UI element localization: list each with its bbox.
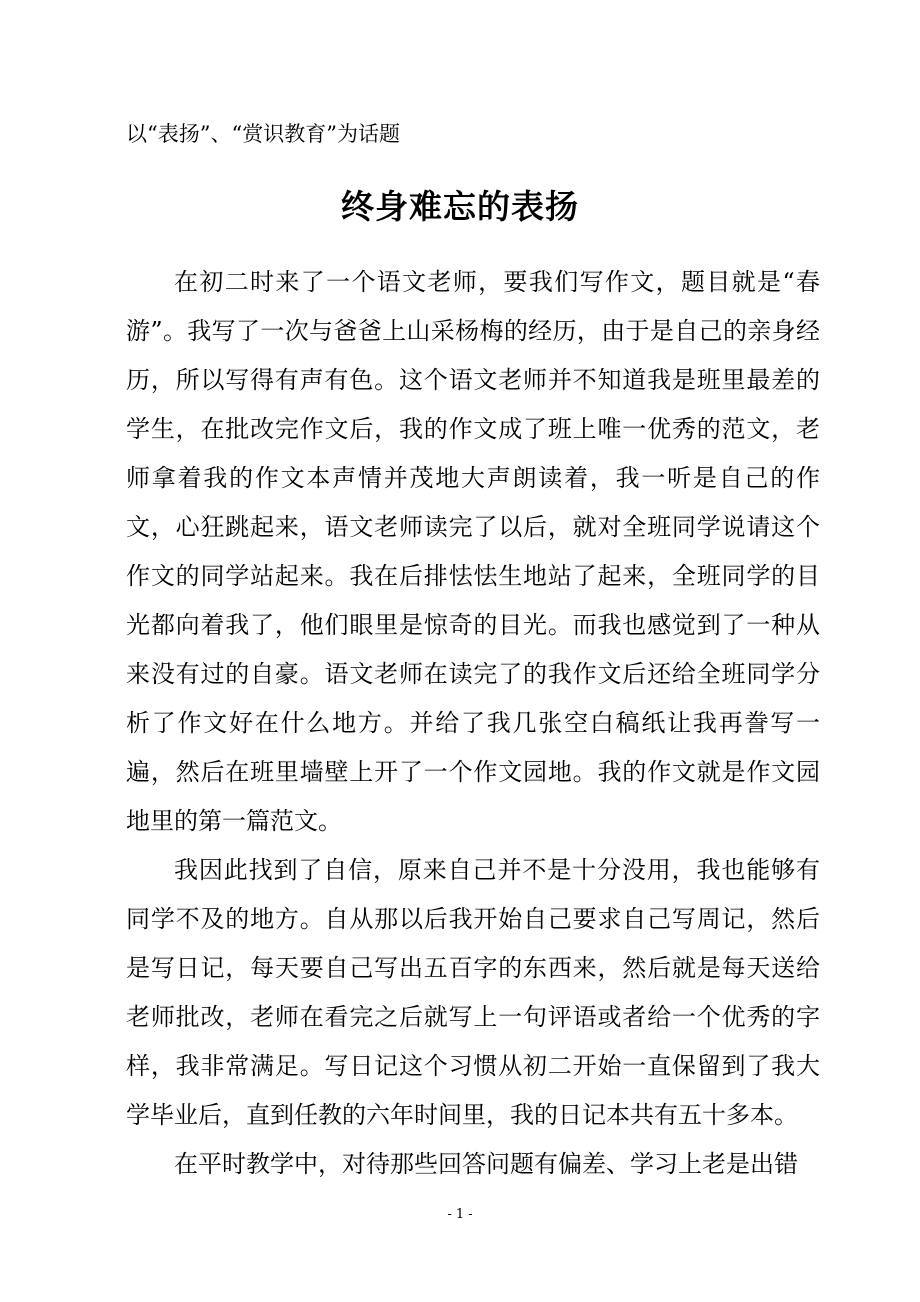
page-number: - 1 -	[447, 1207, 473, 1222]
essay-body	[126, 258, 820, 1189]
paragraph-1: 在初二时来了一个语文老师，要我们写作文，题目就是“春游”。我写了一次与爸爸上山采杨梅的经历，由于是自己的亲身经历，所以写得有声有色。这个语文老师并不知道我是班里最差的学生，在批改完作文后，我的作文成了班上唯一优秀的范文，老师拿着我的作文本声情并茂地大声朗读着，我一听是自己的作文，心狂跳起来，语文老师读完了以后，就对全班同学说请这个作文的同学站起来。我在后排怯怯生地站了起来，全班同学的目光都向着我了，他们眼里是惊奇的目光。而我也感觉到了一种从来没有过的自豪。语文老师在读完了的我作文后还给全班同学分析了作文好在什么地方。并给了我几张空白稿纸让我再誊写一遍，然后在班里墙壁上开了一个作文园地。我的作文就是作文园地里的第一篇范文。	[126, 268, 820, 835]
paragraph-3: 在平时教学中，对待那些回答问题有偏差、学习上老是出错	[174, 1150, 798, 1178]
paragraph-2: 我因此找到了自信，原来自己并不是十分没用，我也能够有同学不及的地方。自从那以后我开始自己要求自己写周记，然后是写日记，每天要自己写出五百字的东西来，然后就是每天送给老师批改，老师在看完之后就写上一句评语或者给一个优秀的字样，我非常满足。写日记这个习惯从初二开始一直保留到了我大学毕业后，直到任教的六年时间里，我的日记本共有五十多本。	[126, 856, 820, 1129]
topic-line: 以“表扬”、“赏识教育”为话题	[126, 122, 400, 146]
essay-title: 终身难忘的表扬	[341, 187, 579, 226]
